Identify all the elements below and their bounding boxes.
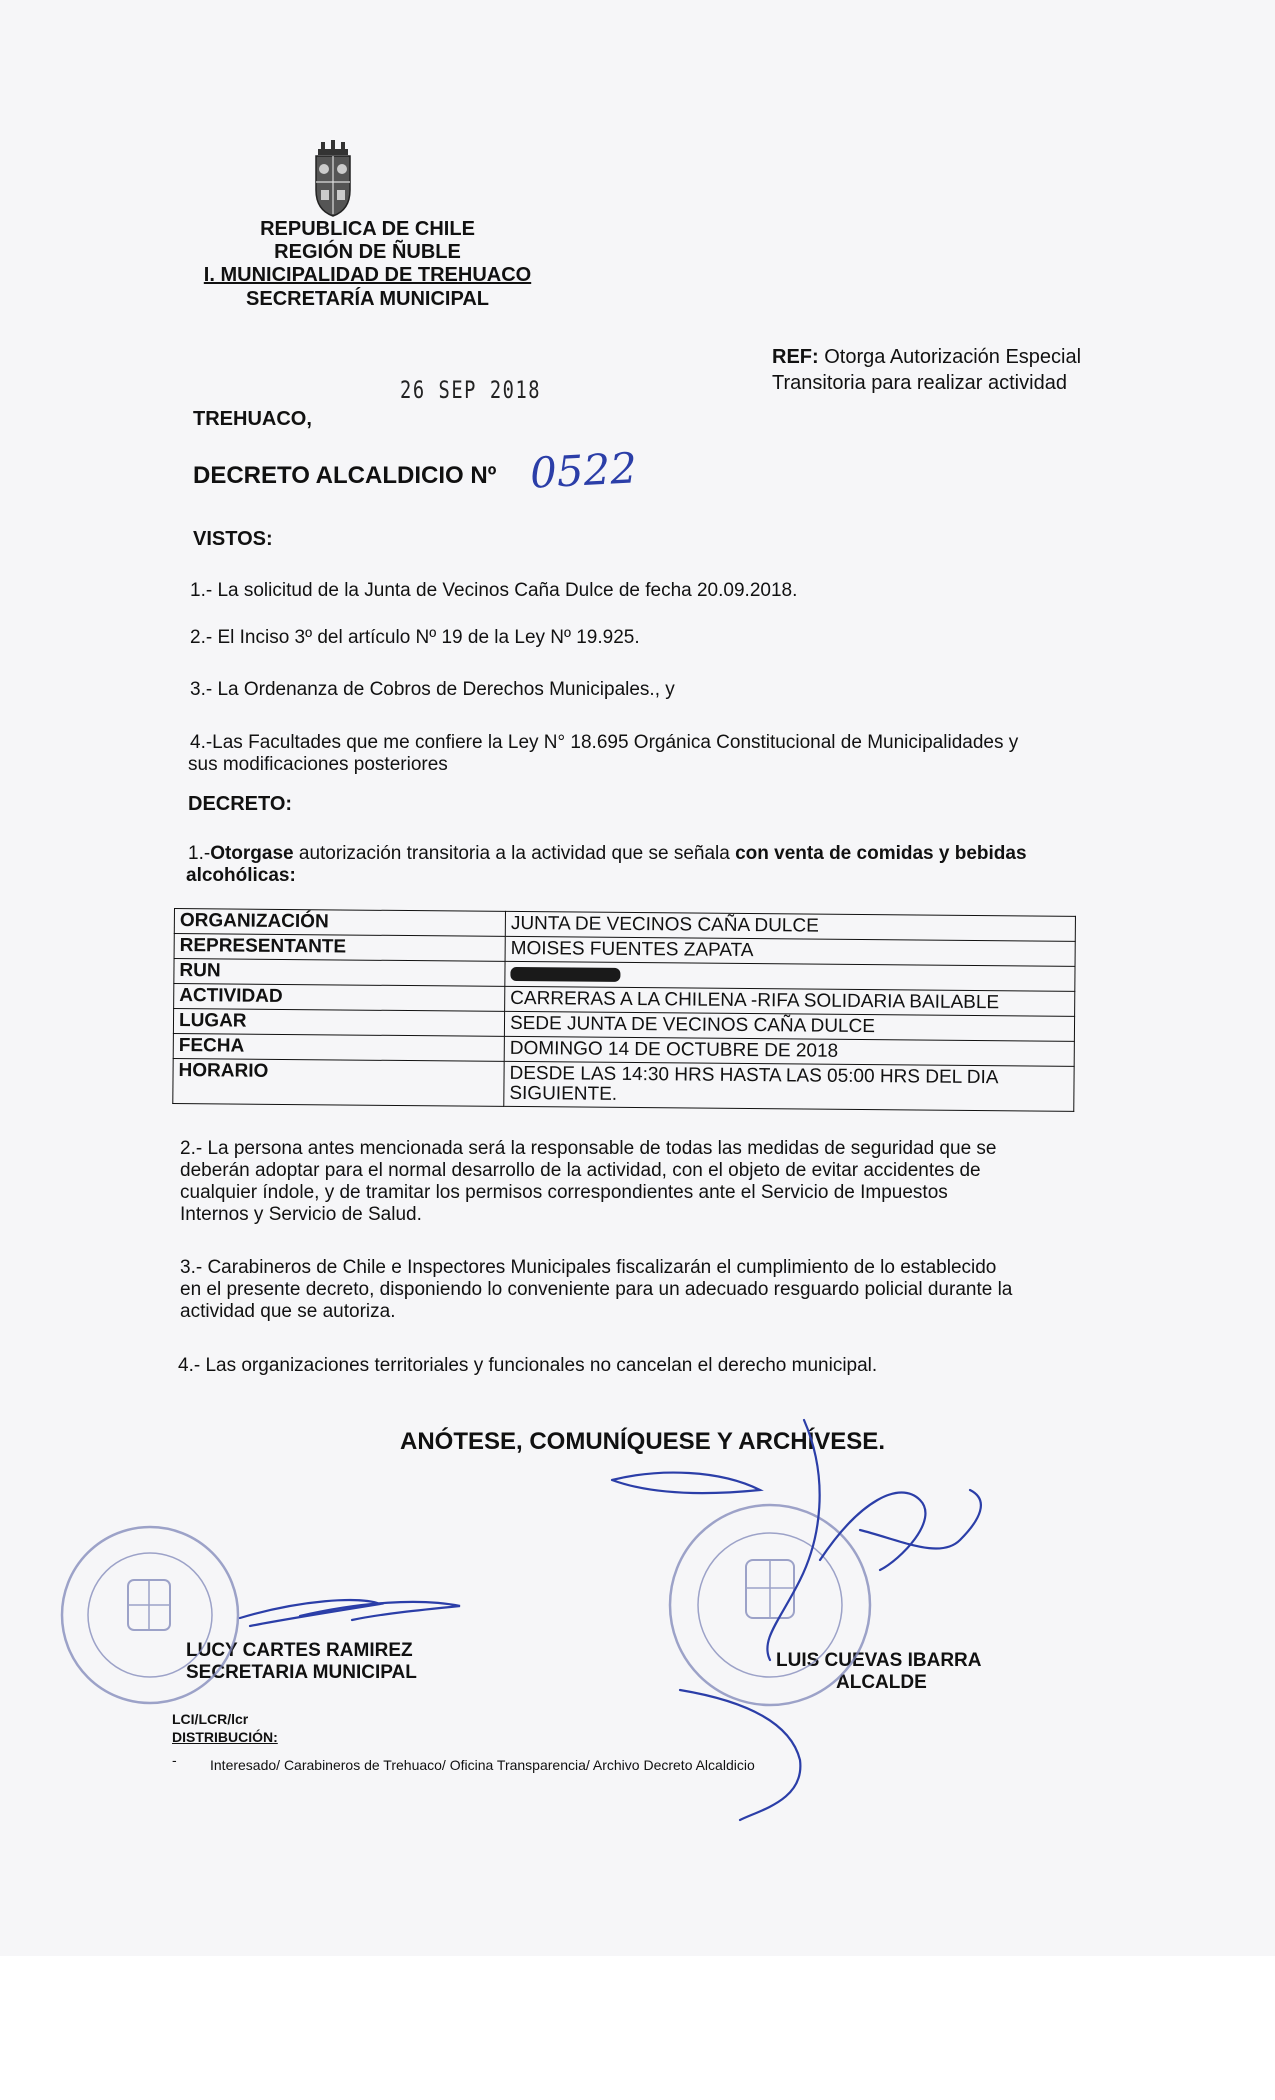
- table-value-line: SIGUIENTE.: [509, 1082, 618, 1105]
- mayor-block: [776, 1650, 1006, 1694]
- decreto-heading: DECRETO:: [188, 793, 293, 815]
- secretary-block: [186, 1640, 417, 1684]
- table-label: REPRESENTANTE: [174, 934, 505, 962]
- municipal-crest-icon: [312, 140, 354, 218]
- place-name: TREHUACO,: [193, 408, 312, 430]
- point-2-line: 2.- La persona antes mencionada será la responsable de todas las medidas de seguridad que se: [180, 1138, 997, 1159]
- distribution-bullet: -: [172, 1752, 177, 1768]
- point-3: [180, 1257, 1100, 1323]
- point-2-line: Internos y Servicio de Salud.: [180, 1204, 422, 1225]
- table-value: MOISES FUENTES ZAPATA: [505, 936, 1075, 966]
- table-label: HORARIO: [173, 1058, 504, 1106]
- table-value: [504, 1061, 1074, 1111]
- header-office: SECRETARÍA MUNICIPAL: [246, 288, 489, 310]
- blank-margin: [0, 1956, 1275, 2100]
- point-2: [180, 1138, 1100, 1226]
- table-label: LUGAR: [173, 1009, 504, 1037]
- decreto-item-1-text: autorización transitoria a la actividad que se señala: [293, 843, 736, 864]
- redaction-mark: [510, 967, 620, 982]
- table-value: SEDE JUNTA DE VECINOS CAÑA DULCE: [504, 1011, 1074, 1041]
- initials: LCI/LCR/lcr: [172, 1711, 249, 1727]
- table-value: DOMINGO 14 DE OCTUBRE DE 2018: [504, 1036, 1074, 1066]
- reference-line2: Transitoria para realizar actividad: [772, 372, 1067, 394]
- table-value: JUNTA DE VECINOS CAÑA DULCE: [505, 911, 1075, 941]
- secretary-signature: [240, 1600, 460, 1626]
- point-2-line: cualquier índole, y de tramitar los permisos correspondientes ante el Servicio de Impuestos: [180, 1182, 948, 1203]
- table-label: ACTIVIDAD: [174, 984, 505, 1012]
- vistos-item: 2.- El Inciso 3º del artículo Nº 19 de la Ley Nº 19.925.: [190, 627, 640, 648]
- secretary-title: SECRETARIA MUNICIPAL: [186, 1662, 417, 1683]
- decreto-item-1-verb: Otorgase: [210, 843, 294, 864]
- mayor-title: ALCALDE: [836, 1672, 927, 1693]
- mayor-name: LUIS CUEVAS IBARRA: [776, 1650, 982, 1671]
- point-3-line: 3.- Carabineros de Chile e Inspectores Municipales fiscalizarán el cumplimiento de lo establecido: [180, 1257, 997, 1278]
- table-row: [173, 1058, 1074, 1111]
- decreto-item-1-prefix: 1.-: [188, 843, 211, 864]
- reference-label: REF:: [772, 346, 819, 368]
- closing-formula: ANÓTESE, COMUNÍQUESE Y ARCHÍVESE.: [400, 1428, 885, 1455]
- decreto-item-1: [188, 843, 1108, 865]
- vistos-item: 3.- La Ordenanza de Cobros de Derechos Municipales., y: [190, 679, 675, 700]
- header-country: REPUBLICA DE CHILE: [260, 218, 475, 240]
- vistos-heading: VISTOS:: [193, 528, 273, 550]
- header-region: REGIÓN DE ÑUBLE: [274, 241, 461, 263]
- header-municipality: I. MUNICIPALIDAD DE TREHUACO: [203, 264, 532, 286]
- table-label: ORGANIZACIÓN: [174, 909, 505, 937]
- point-3-line: en el presente decreto, disponiendo lo conveniente para un adecuado resguardo policial durante la: [180, 1279, 1013, 1300]
- distribution-label: DISTRIBUCIÓN:: [172, 1729, 278, 1745]
- point-4: 4.- Las organizaciones territoriales y funcionales no cancelan el derecho municipal.: [178, 1355, 878, 1376]
- table-value: CARRERAS A LA CHILENA -RIFA SOLIDARIA BAILABLE: [505, 986, 1075, 1016]
- date-stamp: 26 SEP 2018: [400, 376, 542, 404]
- vistos-item: sus modificaciones posteriores: [188, 754, 448, 775]
- table-label: FECHA: [173, 1033, 504, 1061]
- vistos-item: 1.- La solicitud de la Junta de Vecinos Caña Dulce de fecha 20.09.2018.: [190, 580, 798, 601]
- reference-line1: Otorga Autorización Especial: [824, 346, 1082, 368]
- decreto-item-1-continuation: alcohólicas:: [186, 865, 296, 886]
- decree-number: 0522: [528, 443, 639, 498]
- activity-table: [172, 908, 1076, 1112]
- reference-block: [772, 344, 1117, 396]
- table-label: RUN: [174, 959, 505, 987]
- secretary-name: LUCY CARTES RAMIREZ: [186, 1640, 413, 1661]
- decree-title: DECRETO ALCALDICIO Nº: [193, 462, 497, 489]
- point-2-line: deberán adoptar para el normal desarrollo de la actividad, con el objeto de evitar accidentes de: [180, 1160, 981, 1181]
- distribution-text: Interesado/ Carabineros de Trehuaco/ Oficina Transparencia/ Archivo Decreto Alcaldicio: [210, 1757, 755, 1773]
- table-value-line: DESDE LAS 14:30 HRS HASTA LAS 05:00 HRS DEL DIA: [509, 1062, 999, 1089]
- point-3-line: actividad que se autoriza.: [180, 1301, 396, 1322]
- decreto-item-1-emphasis: con venta de comidas y bebidas: [735, 843, 1027, 864]
- vistos-item: 4.-Las Facultades que me confiere la Ley N° 18.695 Orgánica Constitucional de Municipalidades y: [190, 732, 1019, 753]
